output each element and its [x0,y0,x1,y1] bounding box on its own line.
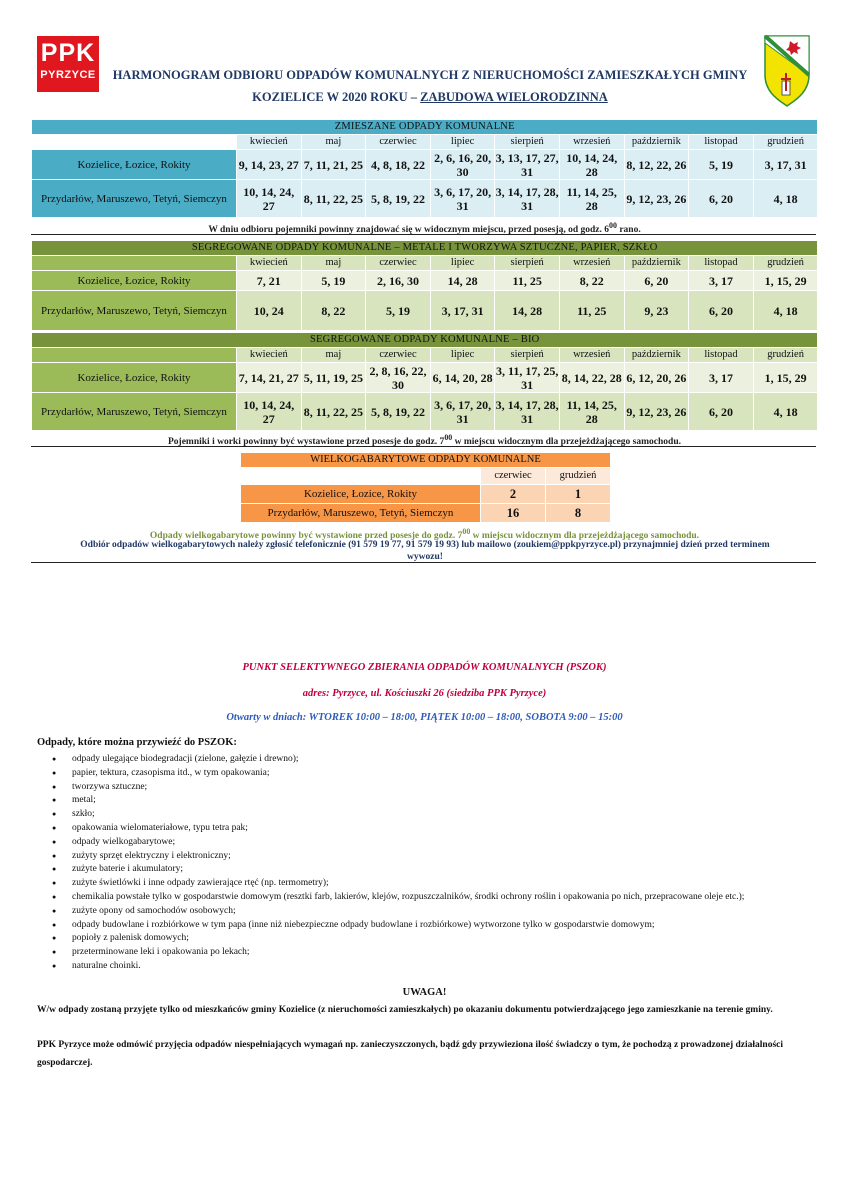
pickup-dates: 6, 20 [689,180,754,218]
month-label: październik [624,135,689,150]
list-item: ● papier, tektura, czasopisma itd., w tym opakowania; [52,767,744,781]
ppk-logo: PPK PYRZYCE [37,36,99,92]
pickup-dates: 7, 14, 21, 27 [237,363,302,393]
pickup-dates: 14, 28 [430,271,495,291]
pickup-dates: 7, 11, 21, 25 [301,150,366,180]
page-title-line2: KOZIELICE W 2020 ROKU – ZABUDOWA WIELORODZINNA [252,90,608,104]
pickup-dates: 3, 6, 17, 20, 31 [430,180,495,218]
table-row [32,150,818,180]
pickup-dates: 9, 23 [624,291,689,331]
bulky-waste-note: Odpady wielkogabarytowe powinny być wystawione przed posesje do godz. $7^{00}$ w miejscu widocznym dla przejeżdżającego samochodu. [149,527,700,542]
pickup-dates: 3, 11, 17, 25, 31 [496,363,559,392]
month-label: lipiec [430,135,495,150]
list-item: ● zużyte opony od samochodów osobowych; [52,905,744,919]
pickup-dates: 8, 22 [301,291,366,331]
town-group: Kozielice, Łozice, Rokity [32,363,237,393]
pickup-dates: 2, 16, 30 [366,271,431,291]
pickup-dates: 5, 8, 19, 22 [366,393,431,431]
bio-waste-table [31,332,818,431]
mixed-waste-table [31,119,818,218]
list-item: ● zużyty sprzęt elektryczny i elektroniczny; [52,850,744,864]
list-item: ● metal; [52,794,744,808]
pickup-dates: 5, 19 [366,291,431,331]
month-label: maj [301,256,366,271]
mixed-waste-note: W dniu odbioru pojemniki powinny znajdować się w widocznym miejscu, przed posesją, od godz. $6^{00}$ rano. [208,221,641,236]
pickup-dates: 3, 17, 31 [430,291,495,331]
month-label: kwiecień [237,348,302,363]
pickup-dates: 3, 13, 17, 27, 31 [495,150,559,179]
pickup-dates: 1 [546,485,611,504]
table-row [32,393,818,431]
list-item: ● przeterminowane leki i opakowania po lekach; [52,946,744,960]
month-label: wrzesień [559,348,624,363]
pickup-dates: 9, 12, 23, 26 [624,180,689,218]
pickup-dates: 1, 15, 29 [753,271,818,291]
pickup-dates: 7, 21 [237,271,302,291]
pickup-dates: 5, 19 [689,150,754,180]
bulky-waste-table [240,452,611,523]
month-label: maj [301,135,366,150]
town-group: Przydarłów, Maruszewo, Tetyń, Siemczyn [32,291,237,331]
month-label: grudzień [546,468,611,485]
table-row [32,363,818,393]
month-label: lipiec [430,256,495,271]
month-label: kwiecień [237,256,302,271]
list-item: ● chemikalia powstałe tylko w gospodarstwie domowym (resztki farb, lakierów, klejów, rozpuszczalników, środki ochrony roślin i opakowania po nich, przepracowane oleje etc.); [52,891,744,905]
pickup-dates: 4, 18 [753,180,818,218]
month-label: październik [624,348,689,363]
month-header-row [32,256,818,271]
month-header-row [32,348,818,363]
table-row [32,180,818,218]
warning-paragraph: W/w odpady zostaną przyjęte tylko od mieszkańców gminy Kozielice (z nieruchomości zamieszkałych) po okazaniu dokumentu potwierdzającego jego zamieszkanie na terenie gminy. [37,1005,773,1015]
pickup-dates: 3, 17, 31 [753,150,818,180]
pickup-dates: 3, 6, 17, 20, 31 [430,393,495,431]
pickup-dates: 5, 19 [301,271,366,291]
pickup-dates: 4, 18 [753,291,818,331]
list-item: ● zużyte baterie i akumulatory; [52,863,744,877]
bulky-waste-title: WIELKOGABARYTOWE ODPADY KOMUNALNE [241,453,611,468]
month-label: grudzień [753,135,818,150]
pickup-dates: 3, 17 [689,363,754,393]
building-type: ZABUDOWA WIELORODZINNA [420,90,608,104]
pickup-dates: 9, 12, 23, 26 [624,393,689,431]
month-label: listopad [689,348,754,363]
pickup-dates: 11, 14, 25, 28 [559,180,624,218]
list-item: ● szkło; [52,808,744,822]
pickup-dates: 4, 8, 18, 22 [366,150,431,180]
table-row [241,504,611,523]
pickup-dates: 6, 20 [689,393,754,431]
divider [31,562,816,563]
pickup-dates: 8, 11, 22, 25 [301,393,366,431]
pickup-dates: 6, 14, 20, 28 [430,363,495,393]
warning-title: UWAGA! [402,987,447,998]
month-label: październik [624,256,689,271]
month-label: wrzesień [559,135,624,150]
bio-waste-title: SEGREGOWANE ODPADY KOMUNALNE – BIO [32,333,818,348]
pickup-dates: 2 [481,485,546,504]
pszok-address: adres: Pyrzyce, ul. Kościuszki 26 (siedziba PPK Pyrzyce) [302,688,547,699]
table-row [241,485,611,504]
town-group: Przydarłów, Maruszewo, Tetyń, Siemczyn [32,393,237,431]
month-label: sierpień [495,135,560,150]
town-group: Kozielice, Łozice, Rokity [241,485,481,504]
list-item: ● naturalne choinki. [52,960,744,974]
pickup-dates: 6, 20 [624,271,689,291]
pickup-dates: 16 [481,504,546,523]
pszok-title: PUNKT SELEKTYWNEGO ZBIERANIA ODPADÓW KOMUNALNYCH (PSZOK) [242,662,607,673]
pszok-accepted-list [52,753,744,974]
town-group: Przydarłów, Maruszewo, Tetyń, Siemczyn [241,504,481,523]
pickup-dates: 8, 22 [559,271,624,291]
town-group: Kozielice, Łozice, Rokity [32,271,237,291]
segregated-waste-title: SEGREGOWANE ODPADY KOMUNALNE – METALE I TWORZYWA SZTUCZNE, PAPIER, SZKŁO [32,241,818,256]
bulky-waste-contact-note: Odbiór odpadów wielkogabarytowych należy zgłosić telefonicznie (91 579 19 77, 91 579 19 93) lub mailowo (zoukiem@ppkpyrzyce.pl) przynajmniej dzień przed terminem wywozu! [80,540,770,562]
pickup-dates: 8, 12, 22, 26 [624,150,689,180]
month-label: sierpień [495,348,560,363]
month-label: czerwiec [481,468,546,485]
month-label: czerwiec [366,256,431,271]
pickup-dates: 11, 14, 25, 28 [559,393,624,431]
pickup-dates: 11, 25 [559,291,624,331]
list-item: ● opakowania wielomateriałowe, typu tetra pak; [52,822,744,836]
divider [31,446,816,447]
month-label: listopad [689,256,754,271]
page-title-line1: HARMONOGRAM ODBIORU ODPADÓW KOMUNALNYCH Z NIERUCHOMOŚCI ZAMIESZKAŁYCH GMINY [112,68,748,82]
month-label: sierpień [495,256,560,271]
pickup-dates: 14, 28 [495,291,560,331]
month-label: czerwiec [366,135,431,150]
mixed-waste-title: ZMIESZANE ODPADY KOMUNALNE [32,120,818,135]
pickup-dates: 5, 8, 19, 22 [366,180,431,218]
list-item: ● odpady budowlane i rozbiórkowe w tym papa (inne niż niebezpieczne odpady budowlane i rozbiórkowe) wytworzone tylko w gospodarstwie domowym; [52,919,744,933]
month-label: czerwiec [366,348,431,363]
table-row [32,271,818,291]
gmina-crest-icon [764,35,810,107]
month-label: listopad [689,135,754,150]
pickup-dates: 9, 14, 23, 27 [237,150,302,180]
list-item: ● odpady wielkogabarytowe; [52,836,744,850]
pickup-dates: 11, 25 [495,271,560,291]
pickup-dates: 3, 17 [689,271,754,291]
pickup-dates: 8 [546,504,611,523]
town-group: Kozielice, Łozice, Rokity [32,150,237,180]
list-item: ● tworzywa sztuczne; [52,781,744,795]
table-row [32,291,818,331]
pickup-dates: 6, 20 [689,291,754,331]
month-header-row [32,135,818,150]
pickup-dates: 5, 11, 19, 25 [301,363,366,393]
pszok-list-title: Odpady, które można przywieźć do PSZOK: [37,737,237,748]
month-label: lipiec [430,348,495,363]
divider [31,234,816,235]
pickup-dates: 8, 11, 22, 25 [301,180,366,218]
pickup-dates: 10, 14, 24, 27 [237,393,302,431]
warning-paragraph: PPK Pyrzyce może odmówić przyjęcia odpadów niespełniających wymagań np. zanieczyszczonych, bądź gdy przywieziona ilość świadczy o tym, że pochodzą z prowadzonej działalności gospodarczej. [37,1040,784,1068]
month-label: kwiecień [237,135,302,150]
pickup-dates: 2, 8, 16, 22, 30 [366,363,431,393]
pickup-dates: 8, 14, 22, 28 [559,363,624,393]
month-label: grudzień [753,256,818,271]
pickup-dates: 10, 24 [237,291,302,331]
pickup-dates: 1, 15, 29 [753,363,818,393]
pickup-dates: 2, 6, 16, 20, 30 [430,150,495,180]
list-item: ● popioły z palenisk domowych; [52,932,744,946]
month-label: maj [301,348,366,363]
list-item: ● odpady ulegające biodegradacji (zielone, gałęzie i drewno); [52,753,744,767]
month-label: grudzień [753,348,818,363]
pickup-dates: 10, 14, 24, 27 [237,180,302,218]
pickup-dates: 6, 12, 20, 26 [624,363,689,393]
month-label: wrzesień [559,256,624,271]
bio-waste-note: Pojemniki i worki powinny być wystawione przed posesje do godz. $7^{00}$ w miejscu widocznym dla przejeżdżającego samochodu. [168,433,681,448]
segregated-waste-table [31,240,818,331]
month-header-row [241,468,611,485]
pickup-dates: 3, 14, 17, 28, 31 [495,180,560,218]
pickup-dates: 4, 18 [753,393,818,431]
pickup-dates: 3, 14, 17, 28, 31 [495,393,560,431]
town-group: Przydarłów, Maruszewo, Tetyń, Siemczyn [32,180,237,218]
pszok-hours: Otwarty w dniach: WTOREK 10:00 – 18:00, PIĄTEK 10:00 – 18:00, SOBOTA 9:00 – 15:00 [226,712,623,723]
pickup-dates: 10, 14, 24, 28 [559,150,624,180]
list-item: ● zużyte świetlówki i inne odpady zawierające rtęć (np. termometry); [52,877,744,891]
